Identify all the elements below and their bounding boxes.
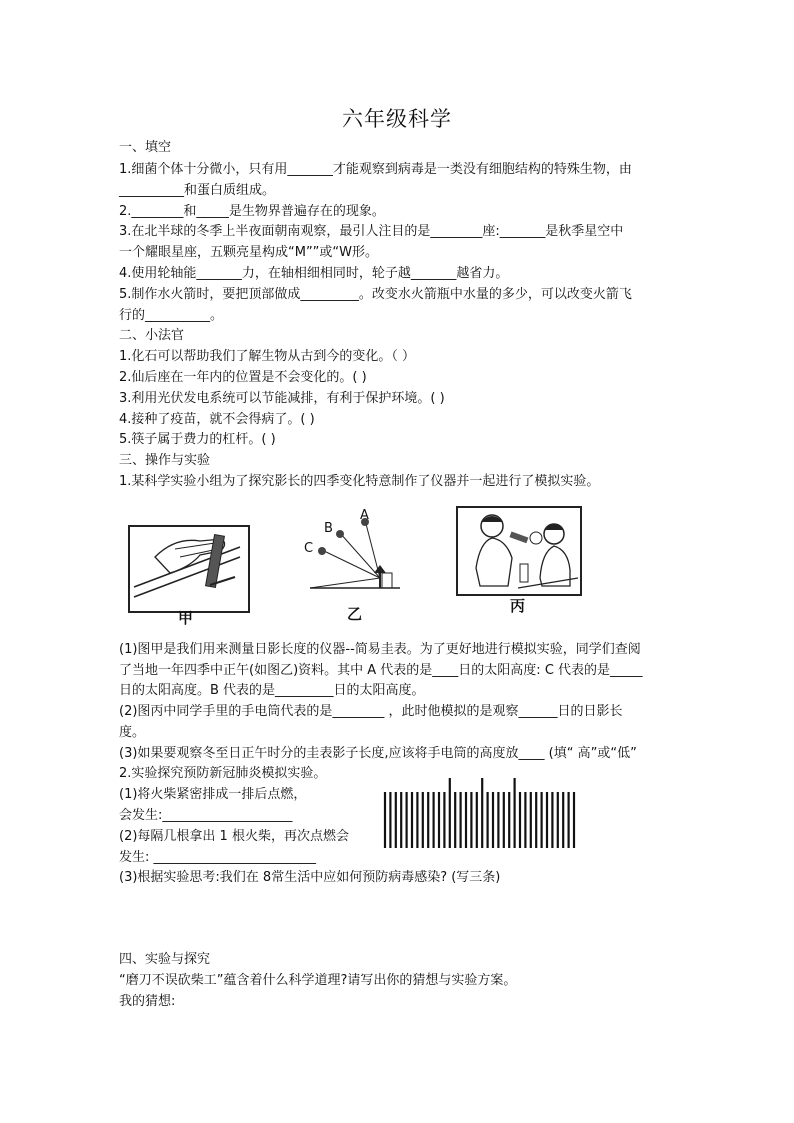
question-line: 4.接种了疫苗，就不会得病了。( ) [119,412,315,427]
page-title: 六年级科学 [342,107,452,131]
question-line: “磨刀不误砍柴工”蕴含着什么科学道理?请写出你的猜想与实验方案。 [119,973,517,988]
question-line: 2.实验探究预防新冠肺炎模拟实验。 [119,766,327,781]
section-heading-inquiry: 四、实验与探究 [119,952,211,967]
question-line: 了当地一年四季中正午(如图乙)资料。其中 A 代表的是____日的太阳高度: C 代表的是_____ [119,663,643,678]
question-line: 1.细菌个体十分微小，只有用_______才能观察到病毒是一类没有细胞结构的特殊生物，由 [119,162,632,177]
question-line: 3.利用光伏发电系统可以节能减排，有利于保护环境。( ) [119,391,445,406]
flashlight-simulation-illustration [456,506,582,596]
question-line: 会发生:____________________ [119,808,293,823]
question-line: 我的猜想: [119,994,176,1009]
question-line: (1)将火柴紧密排成一排后点燃， [119,787,307,802]
figure-label-yi: 乙 [347,605,363,623]
question-line: 行的__________。 [119,308,224,323]
question-line: 5.制作水火箭时，要把顶部做成_________。改变水火箭瓶中水量的多少，可以改变火箭飞 [119,287,632,302]
question-line: 5.筷子属于费力的杠杆。( ) [119,432,276,447]
match-row-illustration [382,778,580,850]
question-line: __________和蛋白质组成。 [119,183,276,198]
question-line: (3)如果要观察冬至日正午时分的圭表影子长度,应该将手电筒的高度放____ (填“ 高”或“低” [119,746,637,761]
point-label-b: B [324,521,333,536]
question-line: 1.某科学实验小组为了探究影长的四季变化特意制作了仪器并一起进行了模拟实验。 [119,474,600,489]
sun-altitude-diagram [300,508,410,600]
question-line: (2)图丙中同学手里的手电筒代表的是________ ，此时他模拟的是观察______日的日影长 [119,704,623,719]
question-line: 4.使用轮轴能_______力，在轴相细相同时，轮子越_______越省力。 [119,266,509,281]
question-line: 日的太阳高度。B 代表的是_________日的太阳高度。 [119,683,425,698]
question-line: 1.化石可以帮助我们了解生物从古到今的变化。（ ） [119,349,416,364]
question-line: 一个耀眼星座，五颗亮星构成“M””或“W形。 [119,245,379,260]
section-heading-fill-blank: 一、填空 [119,140,172,155]
question-line: 发生: _________________________ [119,850,317,865]
gnomon-measuring-hand-illustration [128,525,250,613]
question-line: (1)图甲是我们用来测量日影长度的仪器--简易圭表。为了更好地进行模拟实验，同学们查阅 [119,642,641,657]
figure-label-jia: 甲 [178,609,194,627]
question-line: (3)根据实验思考:我们在 8常生活中应如何预防病毒感染? (写三条) [119,870,501,885]
question-line: 度。 [119,725,146,740]
question-line: 3.在北半球的冬季上半夜面朝南观察，最引人注目的是________座:_______是秋季星空中 [119,224,624,239]
section-heading-experiment: 三、操作与实验 [119,453,211,468]
question-line: 2.仙后座在一年内的位置是不会变化的。( ) [119,370,367,385]
question-line: (2)每隔几根拿出 1 根火柴，再次点燃会 [119,829,349,844]
figure-label-bing: 丙 [510,597,526,615]
section-heading-judge: 二、小法官 [119,328,185,343]
point-label-c: C [304,541,314,556]
question-line: 2.________和_____是生物界普遍存在的现象。 [119,204,385,219]
point-label-a: A [360,508,369,523]
